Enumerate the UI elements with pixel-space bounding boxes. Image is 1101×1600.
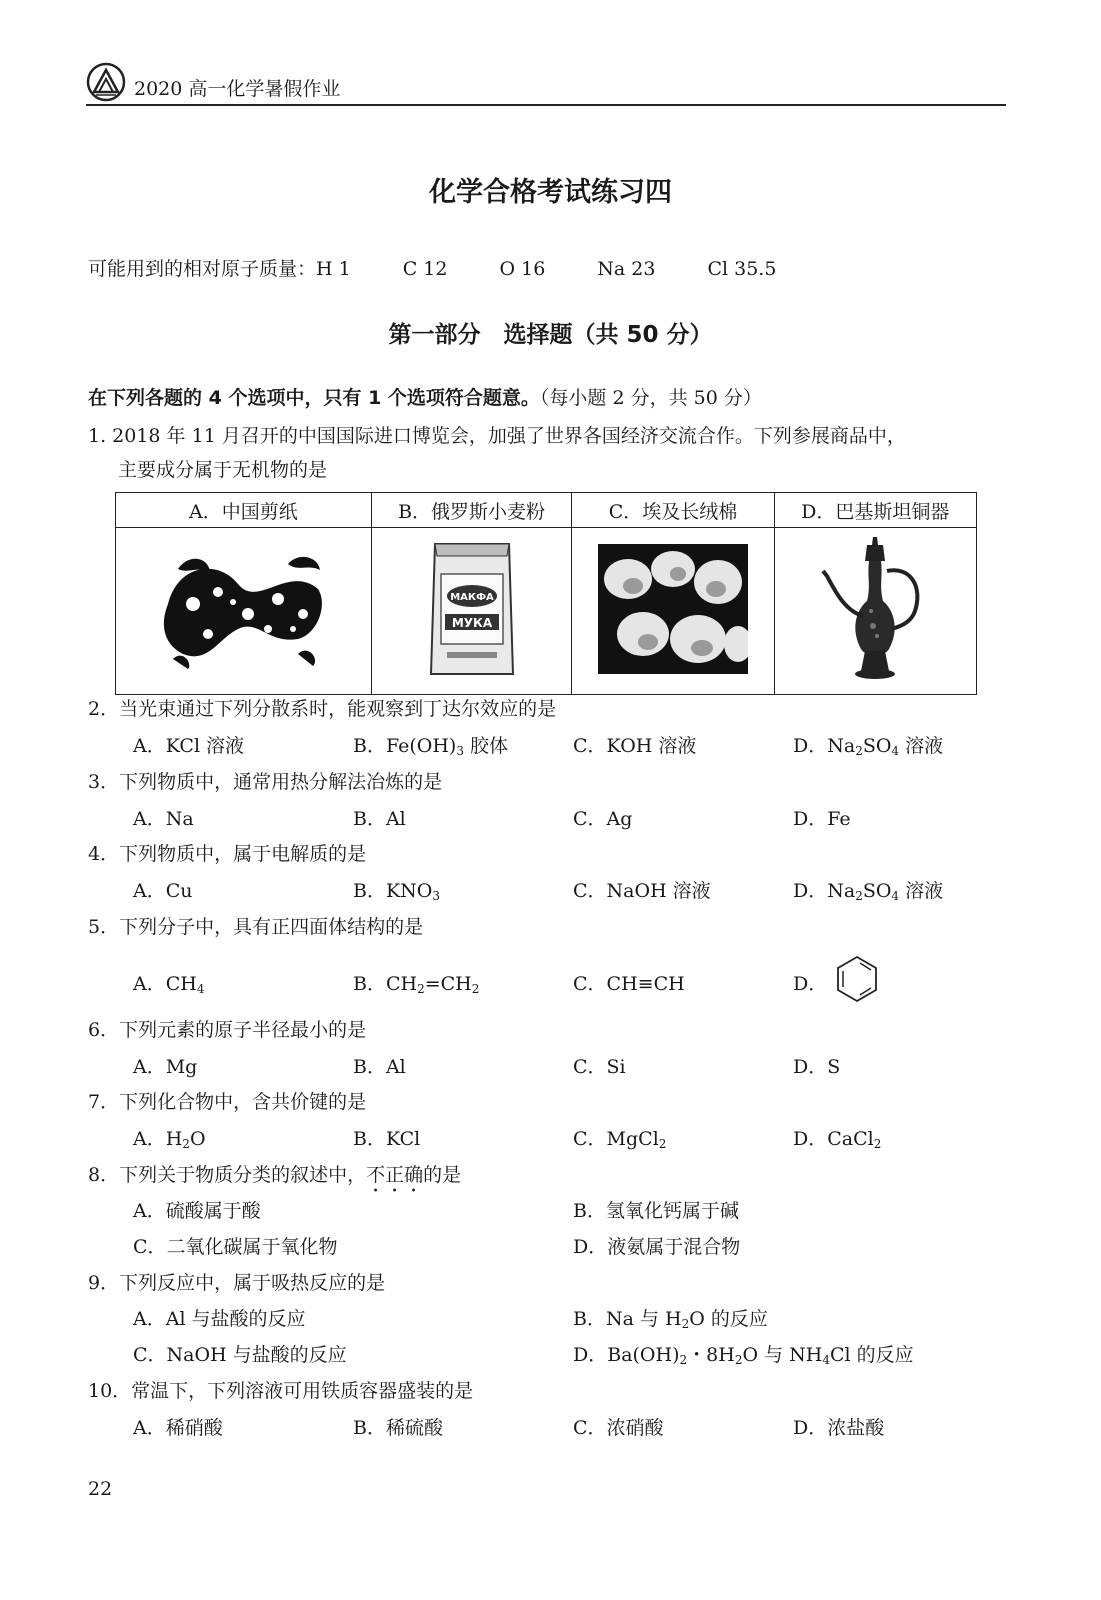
q1-option-a-image-cell <box>116 528 372 695</box>
q2-option-b: B．$Fe(OH)_3$ 胶体 <box>353 735 509 758</box>
q3-option-a: A．Na <box>133 808 194 830</box>
q6-option-d: D．S <box>793 1056 841 1078</box>
q6-stem: 6．下列元素的原子半径最小的是 <box>88 1019 367 1041</box>
q3-option-d: D．Fe <box>793 808 851 830</box>
page-number: 22 <box>88 1478 113 1500</box>
q5-stem: 5．下列分子中，具有正四面体结构的是 <box>88 916 424 938</box>
q8-option-d: D．液氨属于混合物 <box>573 1236 741 1258</box>
q9-option-b: B．Na 与 $H_2O$ 的反应 <box>573 1308 768 1331</box>
flour-bag-image <box>417 534 527 684</box>
q1-option-b-image-cell <box>371 528 572 695</box>
atomic-mass-o: O 16 <box>499 258 546 280</box>
instruction-note: （每小题 2 分，共 50 分） <box>539 387 762 409</box>
q1-stem-line1: 1. 2018 年 11 月召开的中国国际进口博览会，加强了世界各国经济交流合作。下列参展商品中， <box>88 425 906 447</box>
q8-stem-pre: 8．下列关于物质分类的叙述中， <box>88 1164 367 1186</box>
paper-cut-dragon-image <box>148 544 338 674</box>
copper-ewer-image <box>815 531 935 686</box>
q8-stem <box>88 1160 461 1197</box>
header-title: 2020 高一化学暑假作业 <box>134 78 341 100</box>
q3-option-b: B．Al <box>353 808 406 830</box>
q1-option-d-image-cell <box>774 528 976 695</box>
q7-option-b: B．KCl <box>353 1128 421 1150</box>
publisher-logo <box>86 62 126 102</box>
atomic-mass-na: Na 23 <box>597 258 656 280</box>
benzene-ring-icon <box>834 954 880 1004</box>
q2-option-d: D．$Na_2SO_4$ 溶液 <box>793 735 944 758</box>
instruction-bold: 在下列各题的 4 个选项中，只有 1 个选项符合题意。 <box>88 387 540 409</box>
q5-option-c: C．CH≡CH <box>573 973 685 995</box>
q1-option-b-label: B．俄罗斯小麦粉 <box>371 493 572 528</box>
section-heading: 第一部分 选择题（共 50 分） <box>388 322 713 348</box>
q5-option-b: B．$CH_2=CH_2$ <box>353 973 480 996</box>
flour-bag-product: МУКА <box>451 615 492 630</box>
q1-option-a-label: A．中国剪纸 <box>116 493 372 528</box>
q2-stem: 2．当光束通过下列分散系时，能观察到丁达尔效应的是 <box>88 698 557 720</box>
atomic-mass-cl: Cl 35.5 <box>707 258 777 280</box>
q4-option-b: B．$KNO_3$ <box>353 880 440 903</box>
q6-option-c: C．Si <box>573 1056 626 1078</box>
q5-option-a: A．$CH_4$ <box>133 973 205 996</box>
q6-option-b: B．Al <box>353 1056 406 1078</box>
q3-stem: 3．下列物质中，通常用热分解法冶炼的是 <box>88 771 443 793</box>
q1-option-c-image-cell <box>572 528 774 695</box>
q3-option-c: C．Ag <box>573 808 633 830</box>
page-title: 化学合格考试练习四 <box>429 177 672 208</box>
q4-option-a: A．Cu <box>133 880 193 902</box>
q7-option-c: C．MgCl$_2$ <box>573 1128 667 1151</box>
q1-options-table <box>115 492 977 695</box>
q8-stem-emphasis: 不正确 <box>366 1164 424 1186</box>
q8-option-a: A．硫酸属于酸 <box>133 1200 261 1222</box>
q9-option-a: A．Al 与盐酸的反应 <box>133 1308 306 1330</box>
q2-option-a: A．KCl 溶液 <box>133 735 245 757</box>
q1-option-d-label: D．巴基斯坦铜器 <box>774 493 976 528</box>
header-rule <box>86 104 1006 106</box>
atomic-masses <box>88 254 776 281</box>
cotton-boll-image <box>598 544 748 674</box>
q7-option-a: A．$H_2O$ <box>133 1128 206 1151</box>
q8-option-c: C．二氧化碳属于氧化物 <box>133 1236 338 1258</box>
q9-option-c: C．NaOH 与盐酸的反应 <box>133 1344 347 1366</box>
q10-option-b: B．稀硫酸 <box>353 1417 443 1439</box>
instruction <box>88 383 762 410</box>
q2-option-c: C．KOH 溶液 <box>573 735 697 757</box>
q6-option-a: A．Mg <box>133 1056 198 1078</box>
atomic-mass-h: H 1 <box>316 258 351 280</box>
q4-option-c: C．NaOH 溶液 <box>573 880 711 902</box>
q4-stem: 4．下列物质中，属于电解质的是 <box>88 843 367 865</box>
flour-bag-brand: МАКФА <box>449 591 494 603</box>
q9-stem: 9．下列反应中，属于吸热反应的是 <box>88 1272 386 1294</box>
q9-option-d: D．$Ba(OH)_2$・$8H_2O$ 与 $NH_4Cl$ 的反应 <box>573 1344 914 1367</box>
q10-option-a: A．稀硝酸 <box>133 1417 223 1439</box>
atomic-masses-label: 可能用到的相对原子质量： <box>88 258 317 280</box>
q10-stem: 10．常温下，下列溶液可用铁质容器盛装的是 <box>88 1380 474 1402</box>
q8-option-b: B．氢氧化钙属于碱 <box>573 1200 739 1222</box>
q1-stem-line2: 主要成分属于无机物的是 <box>118 459 328 481</box>
q8-stem-post: 的是 <box>423 1164 462 1186</box>
q4-option-d: D．$Na_2SO_4$ 溶液 <box>793 880 944 903</box>
q1-option-c-label: C．埃及长绒棉 <box>572 493 774 528</box>
q10-option-c: C．浓硝酸 <box>573 1417 664 1439</box>
q7-stem: 7．下列化合物中，含共价键的是 <box>88 1091 367 1113</box>
q7-option-d: D．CaCl$_2$ <box>793 1128 882 1151</box>
atomic-mass-c: C 12 <box>402 258 448 280</box>
q5-option-d: D． <box>793 973 828 995</box>
q10-option-d: D．浓盐酸 <box>793 1417 885 1439</box>
